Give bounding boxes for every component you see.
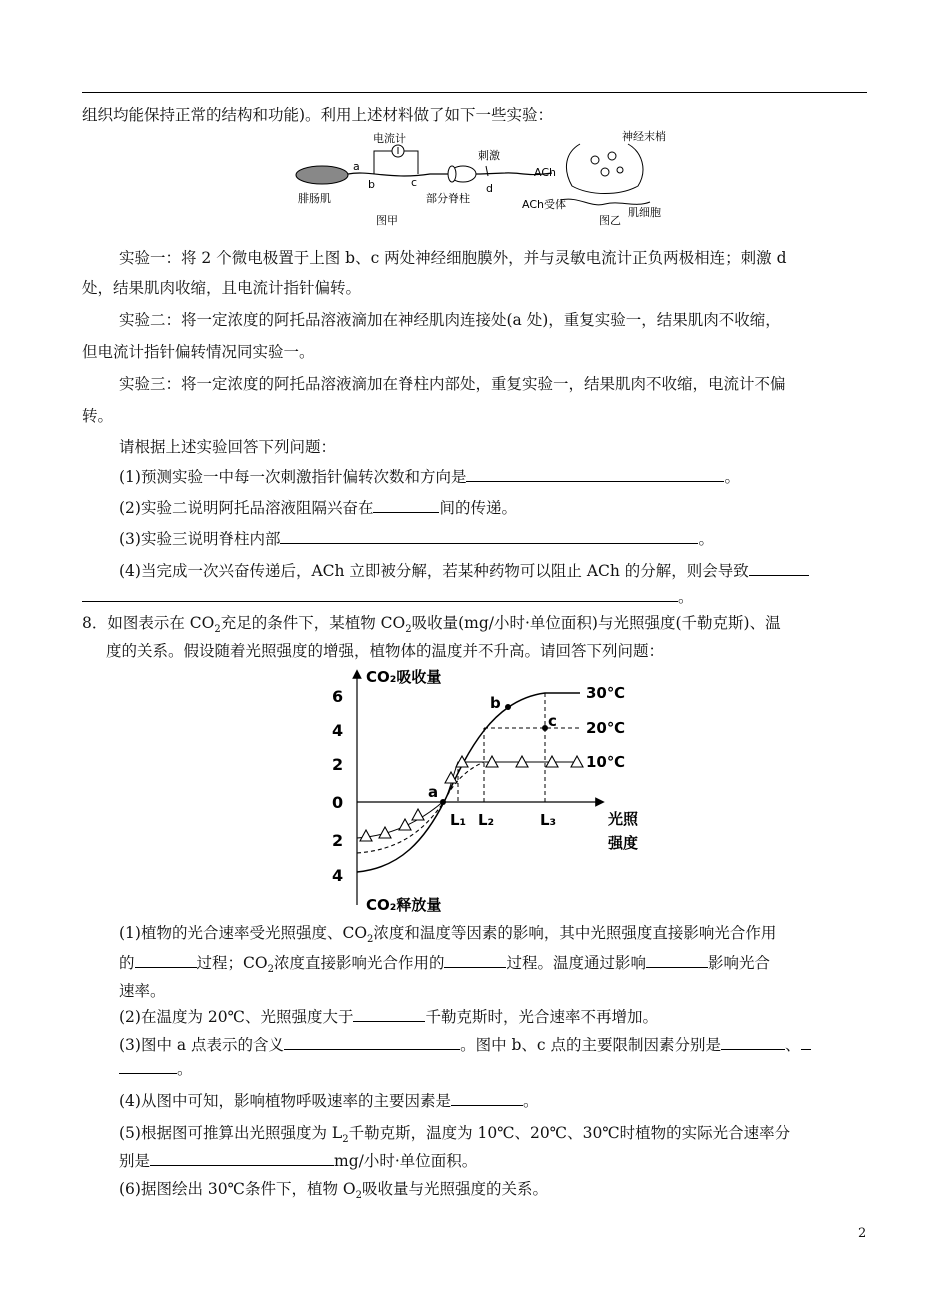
point-b xyxy=(505,704,511,710)
y-tick-1: 4 xyxy=(332,721,344,740)
label-a: a xyxy=(353,160,360,173)
label-d: d xyxy=(486,182,493,195)
muscle-cell-label: 肌细胞 xyxy=(628,206,661,219)
spine-label: 部分脊柱 xyxy=(426,192,470,205)
s5-line2: 别是 mg/小时·单位面积。 xyxy=(119,1152,478,1170)
intro-line: 组织均能保持正常的结构和功能)。利用上述材料做了如下一些实验： xyxy=(82,106,554,124)
gastrocnemius-shape xyxy=(296,166,348,184)
triangle-marker-3 xyxy=(412,809,424,820)
x-tick-1: L₂ xyxy=(478,811,495,829)
curve-30c xyxy=(357,693,580,872)
series-label-20c: 20℃ xyxy=(586,719,626,737)
s3-blank-4[interactable] xyxy=(119,1059,177,1074)
co2-light-chart xyxy=(330,660,660,915)
s5-blank[interactable] xyxy=(150,1151,334,1166)
triangle-marker-0 xyxy=(360,830,372,841)
q1: (1)预测实验一中每一次刺激指针偏转次数和方向是 。 xyxy=(119,468,740,486)
y-label-top: CO₂吸收量 xyxy=(366,668,442,686)
synapse-terminal xyxy=(566,144,643,194)
p8-line2: 度的关系。假设随着光照强度的增强，植物体的温度并不升高。请回答下列问题： xyxy=(106,642,665,660)
s2: (2)在温度为 20℃、光照强度大于 千勒克斯时，光合速率不再增加。 xyxy=(119,1008,658,1026)
s3-blank-3[interactable] xyxy=(801,1035,811,1050)
label-point-a: a xyxy=(428,783,439,801)
s5-line1: (5)根据图可推算出光照强度为 $L_2$千勒克斯，温度为 10℃、20℃、30℃时植物的实际光合速率分 xyxy=(119,1124,791,1146)
label-point-c: c xyxy=(548,712,557,730)
q3-blank[interactable] xyxy=(280,529,698,544)
label-c: c xyxy=(411,176,418,189)
s4: (4)从图中可知，影响植物呼吸速率的主要因素是 。 xyxy=(119,1092,539,1110)
q3: (3)实验三说明脊柱内部 。 xyxy=(119,530,714,548)
x-tick-0: L₁ xyxy=(450,811,467,829)
s1-line2: 的 过程；$CO_2$浓度直接影响光合作用的 过程。温度通过影响 影响光合 xyxy=(119,954,771,976)
s6: (6)据图绘出 30℃条件下，植物 $O_2$吸收量与光照强度的关系。 xyxy=(119,1180,548,1202)
exp2-line2: 但电流计指针偏转情况同实验一。 xyxy=(82,343,315,361)
x-tick-2: L₃ xyxy=(540,811,557,829)
y-tick-3: 0 xyxy=(332,793,344,812)
exp1-line2: 处，结果肌肉收缩，且电流计指针偏转。 xyxy=(82,279,362,297)
s1-blank-1[interactable] xyxy=(135,953,197,968)
caption-jia: 图甲 xyxy=(376,214,398,227)
receptor-label: ACh受体 xyxy=(522,198,566,211)
y-label-bottom: CO₂释放量 xyxy=(366,896,442,914)
ach-label: ACh xyxy=(534,166,556,179)
series-label-10c: 10℃ xyxy=(586,753,626,771)
label-b: b xyxy=(368,178,375,191)
ask-line: 请根据上述实验回答下列问题： xyxy=(119,438,337,456)
exp3-line1: 实验三：将一定浓度的阿托品溶液滴加在脊柱内部处，重复实验一，结果肌肉不收缩，电流计不偏 xyxy=(119,375,786,393)
meter-label: 电流计 xyxy=(373,132,406,145)
s1-blank-3[interactable] xyxy=(646,953,708,968)
s1-line1: (1)植物的光合速率受光照强度、$CO_2$浓度和温度等因素的影响，其中光照强度直接影响光合作用 xyxy=(119,924,777,946)
s4-blank[interactable] xyxy=(451,1091,523,1106)
caption-yi: 图乙 xyxy=(599,214,621,227)
point-a xyxy=(440,799,446,805)
q4: (4)当完成一次兴奋传递后，ACh 立即被分解，若某种药物可以阻止 ACh 的分解，则会导致 xyxy=(119,560,809,582)
y-tick-0: 6 xyxy=(332,687,344,706)
p8-line1: 8．如图表示在 $CO_2$充足的条件下，某植物 $CO_2$吸收量(mg/小时·单位面积)与光照强度(千勒克斯)、温 xyxy=(82,614,781,636)
x-label-2: 强度 xyxy=(608,834,639,852)
exp1-line1: 实验一：将 2 个微电极置于上图 b、c 两处神经细胞膜外，并与灵敏电流计正负两极相连；刺激 d xyxy=(119,249,787,267)
x-label-1: 光照 xyxy=(608,810,639,828)
s3-blank-1[interactable] xyxy=(284,1035,460,1050)
label-point-b: b xyxy=(490,694,501,712)
q4-blank[interactable] xyxy=(749,561,809,576)
exp2-line1: 实验二：将一定浓度的阿托品溶液滴加在神经肌肉连接处(a 处)，重复实验一，结果肌肉不收缩， xyxy=(119,311,781,329)
stim-label: 刺激 xyxy=(478,149,500,162)
y-tick-4: 2 xyxy=(332,831,344,850)
q4-blank-2[interactable] xyxy=(82,587,678,602)
s3-cont: 。 xyxy=(119,1058,193,1080)
page-number: 2 xyxy=(858,1226,867,1241)
q2: (2)实验二说明阿托品溶液阻隔兴奋在 间的传递。 xyxy=(119,499,517,517)
s1-blank-2[interactable] xyxy=(444,953,506,968)
s1-line3: 速率。 xyxy=(119,982,166,1000)
y-tick-5: 4 xyxy=(332,866,344,885)
top-rule xyxy=(82,92,867,93)
nerve-end-label: 神经末梢 xyxy=(622,130,666,143)
exp3-line2: 转。 xyxy=(82,407,114,425)
muscle-cell-membrane xyxy=(560,199,650,205)
muscle-label: 腓肠肌 xyxy=(298,192,331,205)
s3: (3)图中 a 点表示的含义 。图中 b、c 点的主要限制因素分别是 、 xyxy=(119,1034,811,1056)
nerve-muscle-figure xyxy=(290,130,670,230)
s3-blank-2[interactable] xyxy=(721,1035,785,1050)
q4-cont: 。 xyxy=(82,586,694,608)
q2-blank[interactable] xyxy=(373,498,439,513)
q1-blank[interactable] xyxy=(466,467,724,482)
s2-blank[interactable] xyxy=(353,1007,425,1022)
y-tick-2: 2 xyxy=(332,755,344,774)
series-label-30c: 30℃ xyxy=(586,684,626,702)
